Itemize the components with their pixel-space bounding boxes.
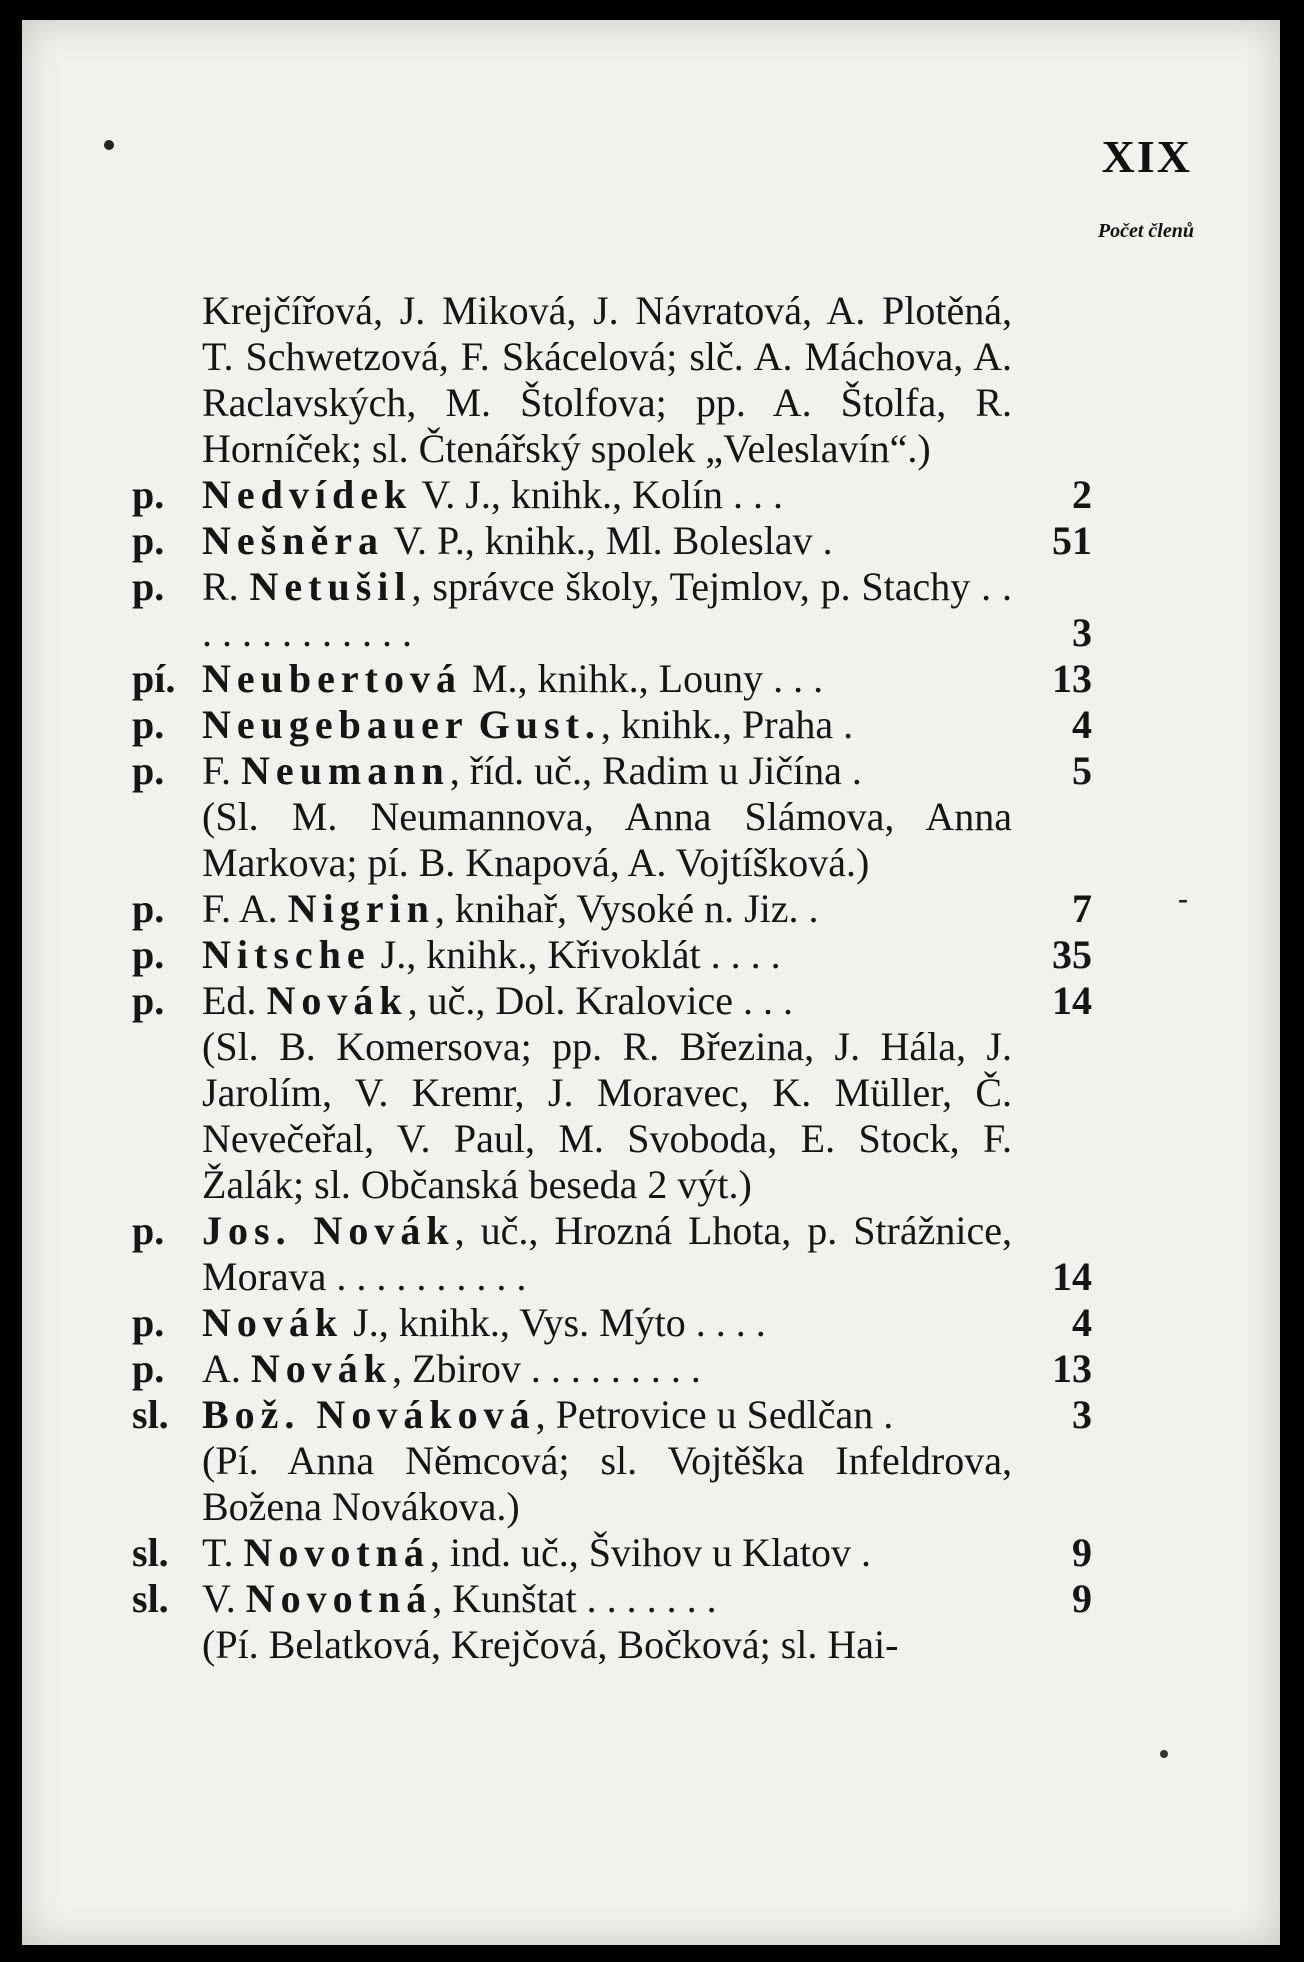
entry-text — [202, 656, 1012, 702]
entry-text: (Pí. Anna Němcová; sl. Vojtěška Infeldrova, Božena Novákova.) — [202, 1438, 1012, 1529]
entry-text — [202, 1346, 1012, 1392]
member-count: 35 — [1052, 932, 1092, 977]
entry-title: p. — [132, 932, 165, 977]
entry-surname: Nigrin — [287, 886, 435, 931]
entry-prefix: R. — [202, 564, 250, 609]
list-item — [132, 1208, 1172, 1300]
entry-surname: Novák — [266, 978, 408, 1023]
entry-title — [132, 1438, 202, 1530]
member-count: 7 — [1072, 886, 1092, 931]
list-item — [132, 1392, 1172, 1438]
column-heading: Počet členů — [1097, 220, 1194, 242]
entry-details: V. P., knihk., Ml. Boleslav . — [383, 518, 833, 563]
list-item — [132, 518, 1172, 564]
member-count: 3 — [1072, 610, 1092, 655]
entry-title: p. — [132, 472, 165, 517]
entry-title: p. — [132, 886, 165, 931]
page-number: XIX — [1101, 131, 1192, 182]
entry-prefix: T. — [202, 1530, 244, 1575]
entry-details: , Petrovice u Sedlčan . — [535, 1392, 894, 1437]
list-item — [132, 1438, 1172, 1530]
entry-text — [202, 564, 1012, 656]
entry-title: p. — [132, 518, 165, 563]
member-count: 2 — [1072, 472, 1092, 517]
ink-dot — [104, 140, 114, 150]
list-item — [132, 1622, 1172, 1668]
entry-surname: Nitsche — [202, 932, 371, 977]
entry-details: , knihk., Praha . — [600, 702, 854, 747]
entry-text — [202, 932, 1012, 978]
entry-title — [132, 1622, 202, 1668]
stray-dot — [1160, 1750, 1168, 1758]
entry-title — [132, 1024, 202, 1208]
list-item — [132, 1576, 1172, 1622]
entry-details: J., knihk., Křivoklát . . . . — [370, 932, 781, 977]
member-count: 14 — [1052, 1254, 1092, 1299]
entry-surname: Novák — [250, 1346, 393, 1391]
entry-text — [202, 1300, 1012, 1346]
entry-details: , uč., Hrozná Lhota, p. Strážnice, Morava . . . . . . . . . . — [202, 1208, 1012, 1299]
list-item — [132, 1300, 1172, 1346]
entry-title: p. — [132, 1300, 165, 1345]
entry-title: sl. — [132, 1576, 169, 1621]
member-count: 9 — [1072, 1530, 1092, 1575]
entry-text: (Sl. B. Komersova; pp. R. Březina, J. Hála, J. Jarolím, V. Kremr, J. Moravec, K. Müller, Č. Nevečeřal, V. Paul, M. Svoboda, E. Stock, F. Žalák; sl. Občanská beseda 2 výt.) — [202, 1024, 1012, 1207]
entry-prefix: V. — [202, 1576, 246, 1621]
entry-surname: Novotná — [243, 1530, 430, 1575]
entry-text — [202, 1208, 1012, 1300]
entry-details: , ind. uč., Švihov u Klatov . — [429, 1530, 872, 1575]
list-item — [132, 702, 1172, 748]
entry-text: (Sl. M. Neumannova, Anna Slámova, Anna Markova; pí. B. Knapová, A. Vojtíšková.) — [202, 794, 1012, 885]
entry-details: J., knihk., Vys. Mýto . . . . — [343, 1300, 766, 1345]
entry-text — [202, 1392, 1012, 1438]
list-item — [132, 564, 1172, 656]
entry-title: p. — [132, 748, 165, 793]
list-item — [132, 1346, 1172, 1392]
entry-title — [132, 288, 202, 472]
entry-text — [202, 748, 1012, 794]
entry-title: p. — [132, 1208, 165, 1253]
entry-surname: Novák — [202, 1300, 344, 1345]
entry-surname: Bož. Nováková — [202, 1392, 536, 1437]
member-count: 51 — [1052, 518, 1092, 563]
entry-details: V. J., knihk., Kolín . . . — [412, 472, 784, 517]
entry-text — [202, 1530, 1012, 1576]
entry-details: , Zbirov . . . . . . . . . — [392, 1346, 701, 1391]
entry-surname: Nešněra — [202, 518, 384, 563]
entry-prefix: A. — [202, 1346, 251, 1391]
member-count: 13 — [1052, 656, 1092, 701]
entry-prefix: Ed. — [202, 978, 267, 1023]
entry-details: , knihař, Vysoké n. Jiz. . — [434, 886, 819, 931]
list-item — [132, 1530, 1172, 1576]
entry-prefix: F. — [202, 748, 242, 793]
entry-title — [132, 794, 202, 886]
list-item — [132, 748, 1172, 794]
entry-text: Krejčířová, J. Miková, J. Návratová, A. Plotěná, T. Schwetzová, F. Skácelová; slč. A. Máchova, A. Raclavských, M. Štolfova; pp. A. Štolfa, R. Horníček; sl. Čtenářský spolek „Veleslavín“.) — [202, 288, 1012, 471]
entry-surname-2: Gust. — [478, 702, 601, 747]
entry-surname: Netušil — [249, 564, 412, 609]
member-count: 4 — [1072, 702, 1092, 747]
entry-surname: Neumann — [241, 748, 450, 793]
entry-details: M., knihk., Louny . . . — [461, 656, 824, 701]
member-count: 4 — [1072, 1300, 1092, 1345]
entry-surname: Novotná — [245, 1576, 433, 1621]
entry-details: , říd. uč., Radim u Jičína . — [449, 748, 862, 793]
entry-title: p. — [132, 702, 165, 747]
list-item — [132, 1024, 1172, 1208]
member-count: 13 — [1052, 1346, 1092, 1391]
list-item — [132, 288, 1172, 472]
entry-title: p. — [132, 1346, 165, 1391]
entry-title: p. — [132, 978, 165, 1023]
entry-details: , správce školy, Tejmlov, p. Stachy . . . . . . . . . . . . . — [202, 564, 1012, 655]
entry-title: sl. — [132, 1530, 169, 1575]
member-list — [132, 288, 1172, 1668]
entry-prefix: F. A. — [202, 886, 288, 931]
stray-mark: - — [1178, 882, 1188, 915]
entry-title: pí. — [132, 656, 176, 701]
entry-surname: Jos. Novák — [202, 1208, 455, 1253]
list-item — [132, 978, 1172, 1024]
entry-surname: Neugebauer — [202, 702, 469, 747]
list-item — [132, 794, 1172, 886]
entry-text — [202, 702, 1012, 748]
entry-surname: Neubertová — [202, 656, 462, 701]
member-count: 14 — [1052, 978, 1092, 1023]
entry-surname: Nedvídek — [202, 472, 413, 517]
member-count: 9 — [1072, 1576, 1092, 1621]
list-item — [132, 886, 1172, 932]
member-count: 5 — [1072, 748, 1092, 793]
entry-title: p. — [132, 564, 165, 609]
entry-text — [202, 1576, 1012, 1622]
list-item — [132, 472, 1172, 518]
member-count: 3 — [1072, 1392, 1092, 1437]
list-item — [132, 932, 1172, 978]
entry-details: , uč., Dol. Kralovice . . . — [407, 978, 794, 1023]
entry-details: , Kunštat . . . . . . . — [432, 1576, 717, 1621]
scanned-page — [22, 20, 1280, 1945]
entry-text — [202, 978, 1012, 1024]
entry-title: sl. — [132, 1392, 169, 1437]
list-item — [132, 656, 1172, 702]
entry-text: (Pí. Belatková, Krejčová, Bočková; sl. Hai- — [202, 1622, 899, 1667]
entry-text — [202, 518, 1012, 564]
entry-text — [202, 886, 1012, 932]
entry-text — [202, 472, 1012, 518]
